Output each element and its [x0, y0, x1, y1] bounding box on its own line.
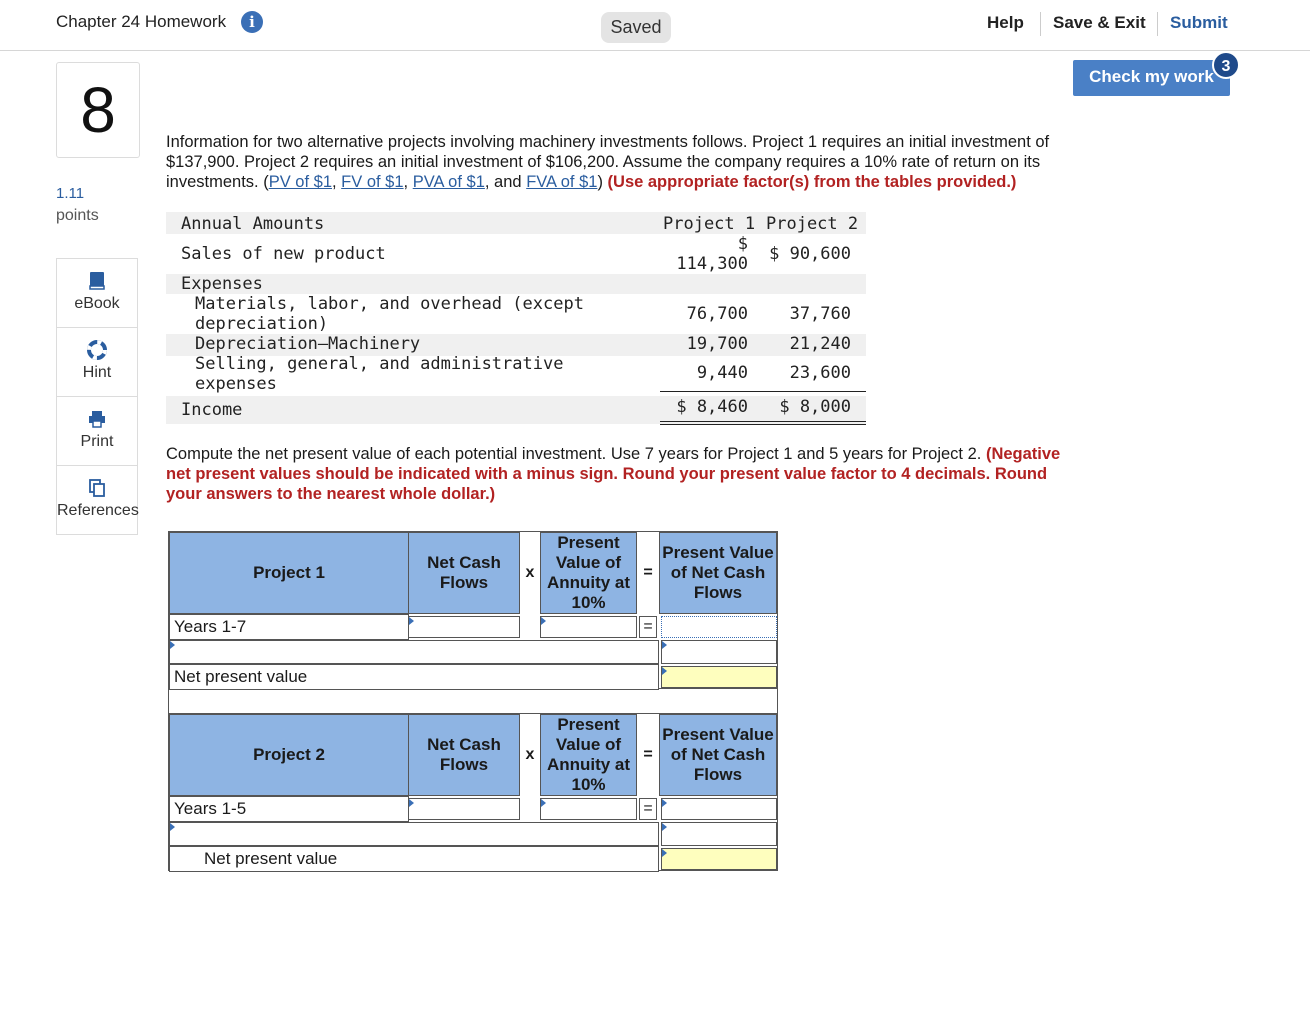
sidebar-item-label: References	[57, 502, 139, 519]
value: $ 90,600	[769, 244, 851, 264]
years-row-label: Years 1-5	[169, 796, 409, 822]
project-1-worksheet	[168, 531, 778, 689]
sidebar-item-hint[interactable]	[56, 327, 138, 397]
divider	[1040, 12, 1041, 36]
instructions-emphasis: (Negative net present values should be indicated with a minus sign. Round your present value factor to 4 decimals. Round your answers to the nearest whole dollar.)	[166, 445, 1061, 503]
question-number: 8	[56, 62, 140, 158]
spacer-row	[168, 689, 778, 715]
pv-net-cash-flows-header: Present Value of Net Cash Flows	[659, 532, 777, 614]
sidebar-item-ebook[interactable]	[56, 258, 138, 328]
col-header-project-2: Project 2	[766, 214, 859, 234]
row-label: Depreciation—Machinery	[195, 334, 421, 354]
project-2-worksheet	[168, 713, 778, 871]
pv-annuity-header: Present Value of Annuity at 10%	[540, 714, 637, 796]
project-title: Project 1	[169, 532, 409, 614]
npv-label: Net present value	[169, 846, 659, 872]
sidebar-item-label: eBook	[74, 295, 120, 312]
check-my-work-button[interactable]: Check my work	[1073, 60, 1230, 96]
row-label: Sales of new product	[181, 244, 386, 264]
lifebuoy-icon	[57, 340, 137, 360]
top-bar	[0, 0, 1310, 51]
value: 19,700	[686, 334, 748, 354]
check-attempts-badge: 3	[1212, 51, 1240, 79]
printer-icon	[57, 409, 137, 429]
equals-sign: =	[639, 798, 657, 820]
points-value: 1.11	[56, 185, 85, 202]
sidebar-item-label: Print	[80, 433, 114, 450]
value: 23,600	[789, 363, 851, 383]
multiply-sign: x	[520, 714, 540, 796]
value: 114,300	[676, 254, 748, 274]
pv-factor-input[interactable]	[540, 798, 637, 820]
multiply-sign: x	[520, 532, 540, 614]
project-title: Project 2	[169, 714, 409, 796]
fv-of-1-link[interactable]: FV of $1	[341, 173, 404, 191]
extra-row-label-input[interactable]	[169, 822, 659, 846]
row-label: Materials, labor, and overhead (except	[195, 294, 584, 314]
book-icon	[57, 271, 137, 291]
pv-result-input[interactable]	[661, 616, 777, 638]
value: $ 8,460	[676, 397, 748, 417]
submit-link[interactable]: Submit	[1170, 13, 1228, 32]
pv-net-cash-flows-header: Present Value of Net Cash Flows	[659, 714, 777, 796]
copy-icon	[57, 478, 137, 498]
net-cash-flows-input[interactable]	[408, 616, 520, 638]
equals-sign: =	[637, 714, 659, 796]
net-cash-flows-header: Net Cash Flows	[408, 532, 520, 614]
col-header-project-1: Project 1	[663, 214, 756, 234]
pv-factor-input[interactable]	[540, 616, 637, 638]
row-label: expenses	[195, 374, 277, 394]
extra-row-value-input[interactable]	[661, 822, 777, 846]
equals-sign: =	[637, 532, 659, 614]
row-label: Selling, general, and administrative	[195, 354, 564, 374]
value: 9,440	[696, 363, 748, 383]
row-label: Expenses	[181, 274, 263, 294]
npv-input[interactable]	[661, 848, 777, 870]
divider	[1157, 12, 1158, 36]
pv-annuity-header: Present Value of Annuity at 10%	[540, 532, 637, 614]
instructions: Compute the net present value of each potential investment. Use 7 years for Project 1 and 5 years for Project 2. (Negative net present values should be indicated with a minus sign. Round your present value factor to 4 decimals. Round your answers to the nearest whole dollar.)	[166, 445, 1061, 503]
value: 21,240	[789, 334, 851, 354]
extra-row-label-input[interactable]	[169, 640, 659, 664]
col-header-label: Annual Amounts	[181, 214, 325, 234]
save-exit-link[interactable]: Save & Exit	[1053, 13, 1146, 32]
extra-row-value-input[interactable]	[661, 640, 777, 664]
fva-of-1-link[interactable]: FVA of $1	[526, 173, 598, 191]
npv-input[interactable]	[661, 666, 777, 688]
equals-sign: =	[639, 616, 657, 638]
years-row-label: Years 1-7	[169, 614, 409, 640]
sidebar-item-print[interactable]	[56, 396, 138, 466]
info-icon[interactable]: i	[241, 11, 263, 33]
problem-emphasis: (Use appropriate factor(s) from the tables provided.)	[607, 173, 1017, 191]
points-label: points	[56, 207, 99, 224]
value: 76,700	[686, 304, 748, 324]
assignment-title: Chapter 24 Homework	[56, 12, 227, 31]
pv-of-1-link[interactable]: PV of $1	[268, 173, 332, 191]
value: 37,760	[789, 304, 851, 324]
net-cash-flows-header: Net Cash Flows	[408, 714, 520, 796]
pv-result-input[interactable]	[661, 798, 777, 820]
help-link[interactable]: Help	[987, 13, 1024, 32]
problem-statement: Information for two alternative projects involving machinery investments follows. Project 1 requires an initial investment of $137,900. Project 2 requires an initial investment of $106,200. Assume the company requires a 10% rate of return on its investments. (PV of $1, FV of $1, PVA of $1, and FVA of $1) (Use appropriate factor(s) from the tables provided.)	[166, 133, 1050, 191]
value: $ 8,000	[779, 397, 851, 417]
sidebar-item-label: Hint	[82, 364, 112, 381]
net-cash-flows-input[interactable]	[408, 798, 520, 820]
row-label: depreciation)	[195, 314, 329, 334]
pva-of-1-link[interactable]: PVA of $1	[412, 173, 485, 191]
row-label: Income	[181, 400, 243, 420]
value: $	[737, 234, 748, 254]
saved-status: Saved	[601, 12, 671, 43]
sidebar-item-references[interactable]	[56, 465, 138, 535]
npv-label: Net present value	[169, 664, 659, 690]
